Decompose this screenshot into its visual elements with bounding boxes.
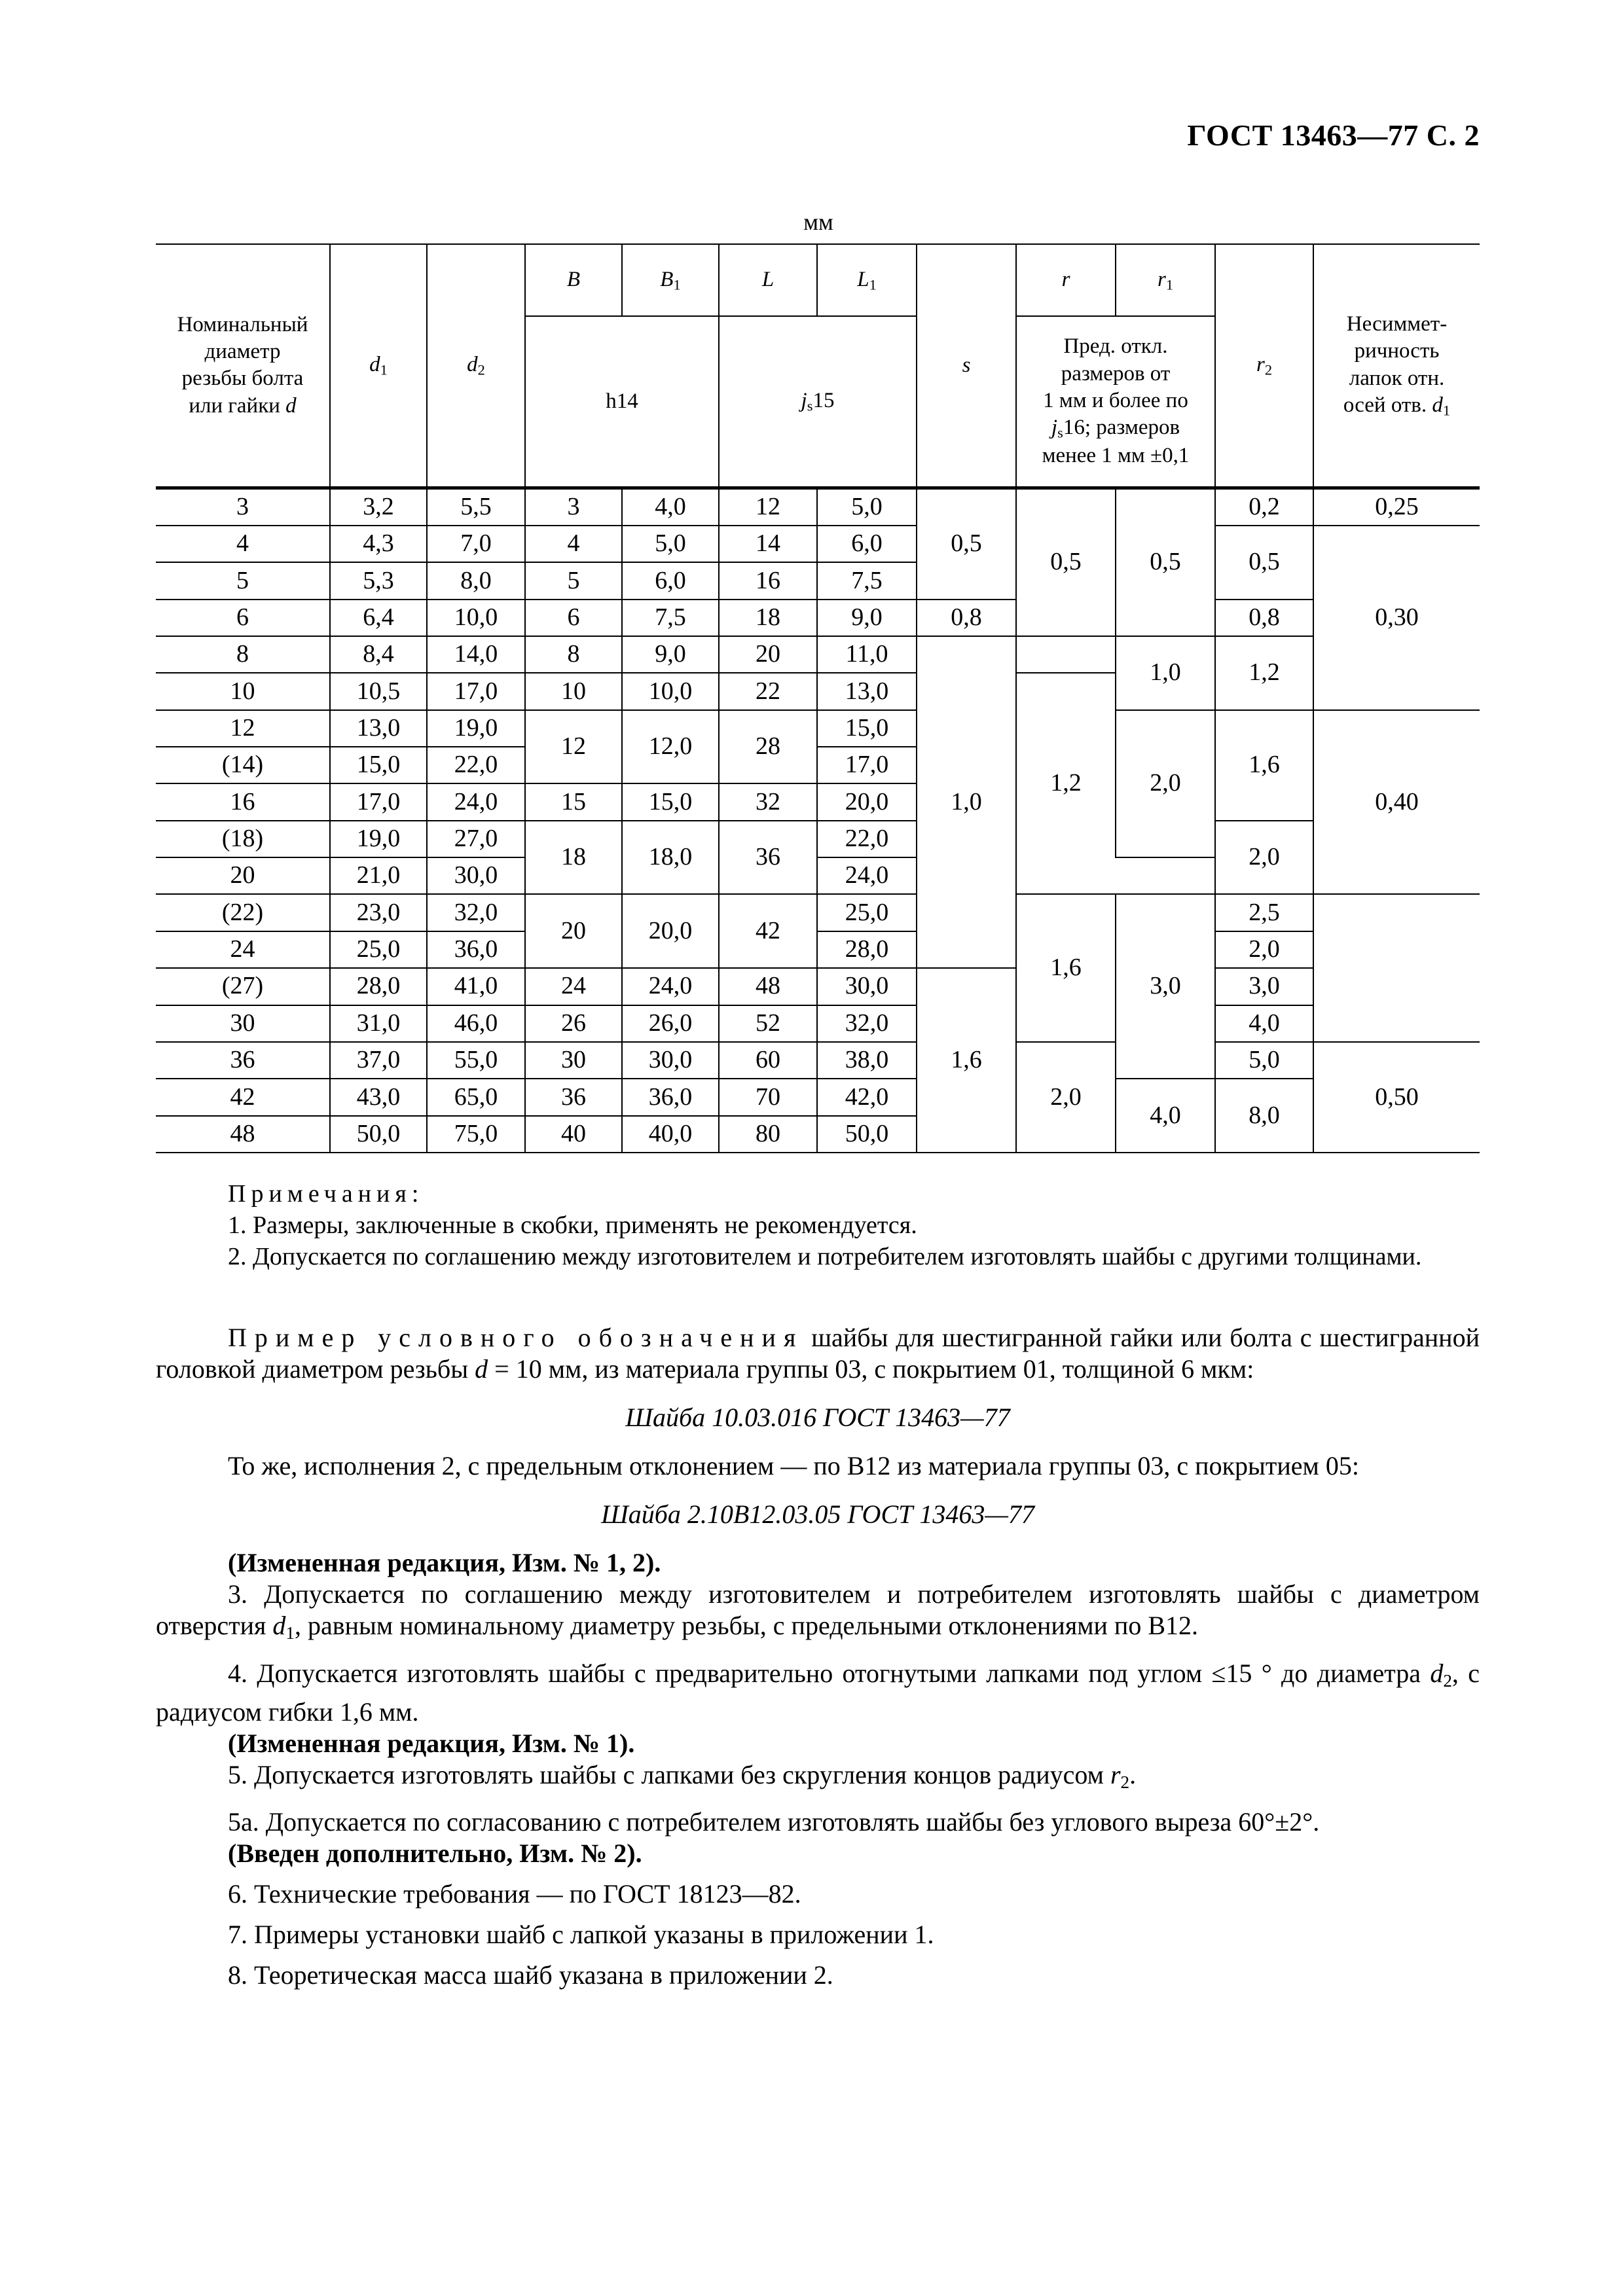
note-2: 2. Допускается по соглашению между изготовителем и потребителем изготовлять шайбы с другими толщинами.: [228, 1243, 1422, 1270]
table-cell: 31,0: [330, 1005, 427, 1042]
table-cell: 6,0: [817, 526, 917, 562]
table-cell: 22: [719, 673, 817, 709]
header-tolerance: Пред. откл. размеров от 1 мм и более по $j_s16$; размеров менее 1 мм ±0,1: [1016, 316, 1215, 488]
table-cell: 11,0: [817, 636, 917, 673]
table-cell: 25,0: [817, 894, 917, 931]
table-cell: 22,0: [817, 821, 917, 857]
table-cell: 15,0: [622, 783, 719, 820]
table-cell: 40,0: [622, 1116, 719, 1153]
paragraph-3: 3. Допускается по соглашению между изготовителем и потребителем изготовлять шайбы с диаметром отверстия $d_1$, равным номинальному диаметру резьбы, с предельными отклонениями по В12.: [156, 1579, 1480, 1643]
table-cell: 3: [156, 488, 330, 526]
table-cell: 7,0: [427, 526, 525, 562]
table-cell: 6: [525, 600, 622, 636]
table-cell: 43,0: [330, 1079, 427, 1115]
table-cell: 5: [525, 562, 622, 599]
r2-cell: 2,5: [1215, 894, 1313, 931]
r2-cell: 2,0: [1215, 931, 1313, 968]
table-row: [156, 526, 1480, 562]
r1-cell: 0,5: [1116, 488, 1215, 636]
table-row: [156, 1005, 1480, 1042]
header-h14: h14: [525, 316, 719, 488]
table-cell: 19,0: [427, 710, 525, 747]
table-cell: 18: [719, 600, 817, 636]
table-cell: 21,0: [330, 857, 427, 894]
table-cell: 50,0: [330, 1116, 427, 1153]
header-r2: $r_2$: [1215, 244, 1313, 488]
revision-note-3: (Введен дополнительно, Изм. № 2).: [228, 1839, 642, 1869]
table-cell: 14: [719, 526, 817, 562]
table-cell: [1313, 894, 1480, 1041]
table-cell: 30,0: [427, 857, 525, 894]
table-cell: 16: [156, 783, 330, 820]
table-row: [156, 1042, 1480, 1079]
table-cell: 20,0: [817, 783, 917, 820]
table-cell: (14): [156, 747, 330, 783]
table-cell: 48: [719, 968, 817, 1005]
r1-cell: 1,0: [1116, 636, 1215, 710]
table-cell: 42: [156, 1079, 330, 1115]
header-B1: $B_1$: [622, 244, 719, 316]
table-cell: 30: [525, 1042, 622, 1079]
table-cell: 32,0: [817, 1005, 917, 1042]
table-cell: 15,0: [330, 747, 427, 783]
table-cell: 40: [525, 1116, 622, 1153]
r-cell: 0,5: [1016, 488, 1116, 636]
table-cell: 12: [525, 710, 622, 784]
table-cell: 8: [156, 636, 330, 673]
table-cell: 12: [719, 488, 817, 526]
table-cell: 24: [156, 931, 330, 968]
table-cell: 17,0: [330, 783, 427, 820]
header-r1: $r_1$: [1116, 244, 1215, 316]
paragraph-5a: 5а. Допускается по согласованию с потребителем изготовлять шайбы без углового выреза 60°±2°.: [228, 1807, 1320, 1837]
table-row: [156, 821, 1480, 857]
r2-cell: 0,8: [1215, 600, 1313, 636]
table-cell: 3: [525, 488, 622, 526]
table-cell: 5,5: [427, 488, 525, 526]
header-s: s: [917, 244, 1016, 488]
table-cell: (27): [156, 968, 330, 1005]
table-notes: [156, 1178, 1480, 1272]
table-cell: 24: [525, 968, 622, 1005]
table-cell: (22): [156, 894, 330, 931]
table-cell: 8,4: [330, 636, 427, 673]
s-cell: 0,5: [917, 488, 1016, 600]
table-row: [156, 600, 1480, 636]
revision-note-1: (Измененная редакция, Изм. № 1, 2).: [228, 1548, 661, 1577]
table-cell: 65,0: [427, 1079, 525, 1115]
table-cell: 55,0: [427, 1042, 525, 1079]
table-cell: 20,0: [622, 894, 719, 968]
table-cell: 75,0: [427, 1116, 525, 1153]
table-cell: 70: [719, 1079, 817, 1115]
page-header: ГОСТ 13463—77 С. 2: [1187, 118, 1480, 152]
table-cell: 5,0: [817, 488, 917, 526]
header-L: L: [719, 244, 817, 316]
dimensions-table: [156, 243, 1480, 1153]
table-cell: 26: [525, 1005, 622, 1042]
table-cell: 4,0: [622, 488, 719, 526]
table-cell: 50,0: [817, 1116, 917, 1153]
r2-cell: 1,2: [1215, 636, 1313, 710]
table-cell: 5: [156, 562, 330, 599]
table-cell: 9,0: [622, 636, 719, 673]
table-cell: 30: [156, 1005, 330, 1042]
table-cell: 26,0: [622, 1005, 719, 1042]
paragraph-4: 4. Допускается изготовлять шайбы с предварительно отогнутыми лапками под углом ≤15 ° до диаметра $d_2$, с радиусом гибки 1,6 мм.: [156, 1658, 1480, 1727]
table-row: [156, 968, 1480, 1005]
header-nominal: Номинальный диаметр резьбы болта или гайки d: [156, 244, 330, 488]
table-cell: 32,0: [427, 894, 525, 931]
table-row: [156, 894, 1480, 931]
table-cell: 36: [719, 821, 817, 895]
table-cell: 10: [156, 673, 330, 709]
units-label: мм: [803, 209, 833, 235]
table-cell: 16: [719, 562, 817, 599]
asym-cell: 0,30: [1313, 526, 1480, 710]
r2-cell: 5,0: [1215, 1042, 1313, 1079]
table-cell: 20: [525, 894, 622, 968]
table-row: [156, 710, 1480, 747]
paragraph-7: 7. Примеры установки шайб с лапкой указаны в приложении 1.: [228, 1920, 934, 1950]
table-cell: 48: [156, 1116, 330, 1153]
table-cell: 38,0: [817, 1042, 917, 1079]
table-cell: 28: [719, 710, 817, 784]
revision-note-2: (Измененная редакция, Изм. № 1).: [228, 1728, 635, 1758]
table-cell: 12,0: [622, 710, 719, 784]
header-B: B: [525, 244, 622, 316]
table-cell: 10,0: [622, 673, 719, 709]
table-cell: 36,0: [622, 1079, 719, 1115]
header-d2: $d_2$: [427, 244, 525, 488]
table-cell: 18,0: [622, 821, 719, 895]
header-L1: $L_1$: [817, 244, 917, 316]
table-cell: 32: [719, 783, 817, 820]
table-cell: 9,0: [817, 600, 917, 636]
table-cell: 12: [156, 710, 330, 747]
table-cell: 3,2: [330, 488, 427, 526]
table-cell: 27,0: [427, 821, 525, 857]
table-cell: 5,3: [330, 562, 427, 599]
r2-cell: 4,0: [1215, 1005, 1313, 1042]
table-cell: 14,0: [427, 636, 525, 673]
table-cell: 8,0: [427, 562, 525, 599]
asym-cell: 0,40: [1313, 710, 1480, 895]
designation-1: Шайба 10.03.016 ГОСТ 13463—77: [625, 1403, 1010, 1432]
table-cell: 42: [719, 894, 817, 968]
r-cell: 1,2: [1016, 673, 1116, 894]
table-cell: 24,0: [817, 857, 917, 894]
s-cell: 1,6: [917, 968, 1016, 1153]
table-cell: 36: [525, 1079, 622, 1115]
header-r: r: [1016, 244, 1116, 316]
table-cell: 28,0: [330, 968, 427, 1005]
table-cell: 8: [525, 636, 622, 673]
table-cell: 20: [156, 857, 330, 894]
note-1: 1. Размеры, заключенные в скобки, применять не рекомендуется.: [228, 1211, 917, 1239]
table-cell: 19,0: [330, 821, 427, 857]
r-cell: 1,6: [1016, 894, 1116, 1041]
example-paragraph: Пример условного обозначения шайбы для шестигранной гайки или болта с шестигранной головкой диаметром резьбы d = 10 мм, из материала группы 03, с покрытием 01, толщиной 6 мкм:: [156, 1323, 1480, 1384]
header-d1: $d_1$: [330, 244, 427, 488]
table-cell: [1016, 636, 1116, 673]
table-cell: 24,0: [622, 968, 719, 1005]
table-cell: (18): [156, 821, 330, 857]
s-cell: 0,8: [917, 600, 1016, 636]
table-cell: 41,0: [427, 968, 525, 1005]
r1-cell: 4,0: [1116, 1079, 1215, 1153]
r1-cell: 3,0: [1116, 894, 1215, 1079]
r2-cell: 1,6: [1215, 710, 1313, 821]
paragraph-6: 6. Технические требования — по ГОСТ 18123—82.: [228, 1879, 801, 1909]
header-asymmetry: Несиммет- ричность лапок отн. осей отв. $d_1$: [1313, 244, 1480, 488]
table-cell: 10: [525, 673, 622, 709]
r2-cell: 0,5: [1215, 526, 1313, 600]
table-cell: 10,0: [427, 600, 525, 636]
table-cell: 10,5: [330, 673, 427, 709]
asym-cell: 0,25: [1313, 488, 1480, 526]
table-cell: 6: [156, 600, 330, 636]
table-cell: 7,5: [817, 562, 917, 599]
table-cell: 24,0: [427, 783, 525, 820]
table-cell: 5,0: [622, 526, 719, 562]
same-paragraph: То же, исполнения 2, с предельным отклонением — по В12 из материала группы 03, с покрытием 05:: [228, 1451, 1359, 1480]
table-cell: 15,0: [817, 710, 917, 747]
header-js15: $j_s15$: [719, 316, 917, 488]
paragraph-5: 5. Допускается изготовлять шайбы с лапками без скругления концов радиусом $r_2$.: [228, 1759, 1137, 1792]
table-cell: 25,0: [330, 931, 427, 968]
table-cell: 36,0: [427, 931, 525, 968]
s-cell: 1,0: [917, 636, 1016, 968]
table-row: [156, 1079, 1480, 1115]
body-text: [156, 1322, 1480, 1991]
table-row: [156, 636, 1480, 673]
r2-cell: 8,0: [1215, 1079, 1313, 1153]
table-cell: 28,0: [817, 931, 917, 968]
asym-cell: 0,50: [1313, 1042, 1480, 1153]
paragraph-8: 8. Теоретическая масса шайб указана в приложении 2.: [228, 1960, 833, 1990]
table-cell: 80: [719, 1116, 817, 1153]
r1-cell: 2,0: [1116, 710, 1215, 857]
designation-2: Шайба 2.10В12.03.05 ГОСТ 13463—77: [601, 1499, 1034, 1529]
table-cell: 13,0: [817, 673, 917, 709]
r2-cell: 3,0: [1215, 968, 1313, 1005]
table-cell: 52: [719, 1005, 817, 1042]
table-cell: 30,0: [622, 1042, 719, 1079]
table-cell: 37,0: [330, 1042, 427, 1079]
table-cell: 18: [525, 821, 622, 895]
table-cell: 36: [156, 1042, 330, 1079]
r-cell: 2,0: [1016, 1042, 1116, 1153]
table-cell: 4: [525, 526, 622, 562]
table-cell: 30,0: [817, 968, 917, 1005]
table-cell: 6,0: [622, 562, 719, 599]
table-cell: 23,0: [330, 894, 427, 931]
table-cell: 7,5: [622, 600, 719, 636]
table-cell: 42,0: [817, 1079, 917, 1115]
table-cell: 13,0: [330, 710, 427, 747]
table-cell: 6,4: [330, 600, 427, 636]
table-cell: 17,0: [817, 747, 917, 783]
table-cell: 20: [719, 636, 817, 673]
table-cell: 4,3: [330, 526, 427, 562]
table-cell: 46,0: [427, 1005, 525, 1042]
table-cell: 22,0: [427, 747, 525, 783]
r2-cell: 0,2: [1215, 488, 1313, 526]
table-row: [156, 488, 1480, 526]
table-cell: 4: [156, 526, 330, 562]
table-row: [156, 931, 1480, 968]
r2-cell: 2,0: [1215, 821, 1313, 895]
table-cell: 60: [719, 1042, 817, 1079]
table-cell: 17,0: [427, 673, 525, 709]
table-cell: 15: [525, 783, 622, 820]
notes-title: Примечания:: [228, 1180, 424, 1208]
